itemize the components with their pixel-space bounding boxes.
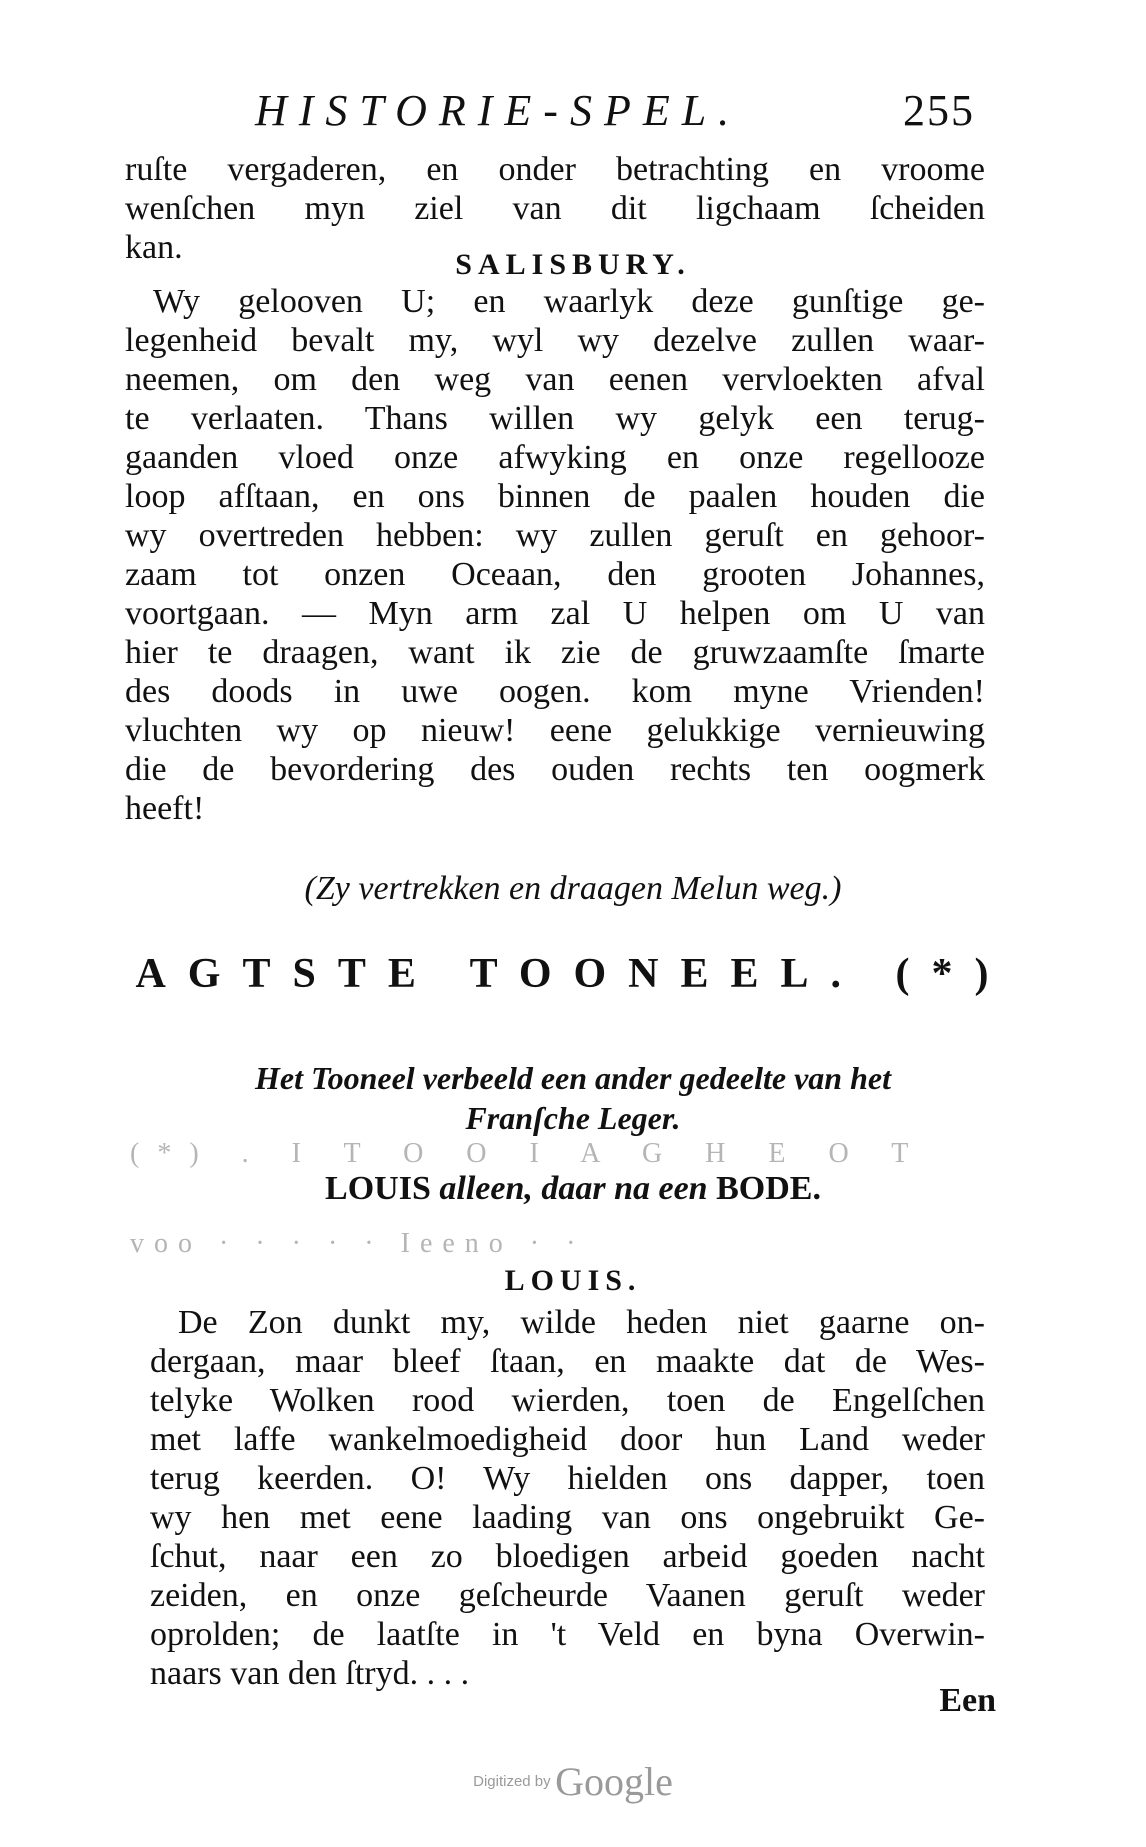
text-line: loop afſtaan, en ons binnen de paalen houden die <box>125 478 985 515</box>
text-line: zaam tot onzen Oceaan, den grooten Johannes, <box>125 556 985 593</box>
scene-setting-line: Franſche Leger. <box>465 1100 681 1136</box>
text-line: wy hen met eene laading van ons ongebruikt Ge- <box>150 1499 985 1536</box>
stage-direction: (Zy vertrekken en draagen Melun weg.) <box>304 870 842 907</box>
speaker-salisbury: SALISBURY. <box>455 248 691 281</box>
text-line: ruſte vergaderen, en onder betrachting en vroome <box>125 151 985 188</box>
character-list <box>0 1170 1146 1208</box>
character-name: BODE. <box>716 1170 821 1207</box>
speaker-louis: LOUIS. <box>504 1264 642 1297</box>
google-logo: Google <box>555 1759 673 1804</box>
text-line: met laffe wankelmoedigheid door hun Land weder <box>150 1421 985 1458</box>
text-line: wenſchen myn ziel van dit ligchaam ſcheiden <box>125 190 985 227</box>
text-line: vluchten wy op nieuw! eene gelukkige vernieuwing <box>125 712 985 749</box>
text-line: zeiden, en onze geſcheurde Vaanen geruſt weder <box>150 1577 985 1614</box>
paragraph-louis-speech <box>150 1303 985 1693</box>
text-line: telyke Wolken rood wierden, toen de Engelſchen <box>150 1382 985 1419</box>
character-connector: alleen, daar na een <box>430 1170 717 1207</box>
scene-title: AGTSTE TOONEEL. (*) <box>135 951 1011 997</box>
text-line: terug keerden. O! Wy hielden ons dapper, toen <box>150 1460 985 1497</box>
scene-setting <box>0 1058 1146 1138</box>
character-name: LOUIS <box>325 1170 431 1207</box>
digitized-by-label: Digitized by <box>473 1773 551 1790</box>
text-line: die de bevordering des ouden rechts ten oogmerk <box>125 751 985 788</box>
text-line: oprolden; de laatſte in 't Veld en byna Overwin- <box>150 1616 985 1653</box>
paragraph-salisbury-speech <box>125 282 985 828</box>
text-line: voortgaan. — Myn arm zal U helpen om U van <box>125 595 985 632</box>
text-line: hier te draagen, want ik zie de gruwzaamſte ſmarte <box>125 634 985 671</box>
text-line: Wy gelooven U; en waarlyk deze gunſtige ge- <box>153 283 985 320</box>
bleed-through-text: voo · · · · · Ieeno · · <box>130 1228 586 1259</box>
scene-setting-line: Het Tooneel verbeeld een ander gedeelte van het <box>255 1060 891 1096</box>
text-line: dergaan, maar bleef ſtaan, en maakte dat de Wes- <box>150 1343 985 1380</box>
text-line: legenheid bevalt my, wyl wy dezelve zullen waar- <box>125 322 985 359</box>
running-head <box>255 85 975 145</box>
text-line: des doods in uwe oogen. kom myne Vrienden! <box>125 673 985 710</box>
text-line: naars van den ſtryd. . . . <box>150 1655 470 1692</box>
text-line: te verlaaten. Thans willen wy gelyk een terug- <box>125 400 985 437</box>
catchword: Een <box>939 1682 996 1719</box>
text-line: kan. <box>125 229 183 266</box>
bleed-through-text: (*) . I T O O I A G H E O T <box>130 1138 927 1169</box>
text-line: gaanden vloed onze afwyking en onze regellooze <box>125 439 985 476</box>
text-line: ſchut, naar een zo bloedigen arbeid goeden nacht <box>150 1538 985 1575</box>
running-title: HISTORIE-SPEL. <box>255 86 742 135</box>
digitization-watermark <box>0 1758 1146 1805</box>
text-line: De Zon dunkt my, wilde heden niet gaarne on- <box>178 1304 985 1341</box>
text-line: heeft! <box>125 790 205 827</box>
page-number: 255 <box>903 86 975 135</box>
text-line: wy overtreden hebben: wy zullen geruſt en gehoor- <box>125 517 985 554</box>
text-line: neemen, om den weg van eenen vervloekten afval <box>125 361 985 398</box>
